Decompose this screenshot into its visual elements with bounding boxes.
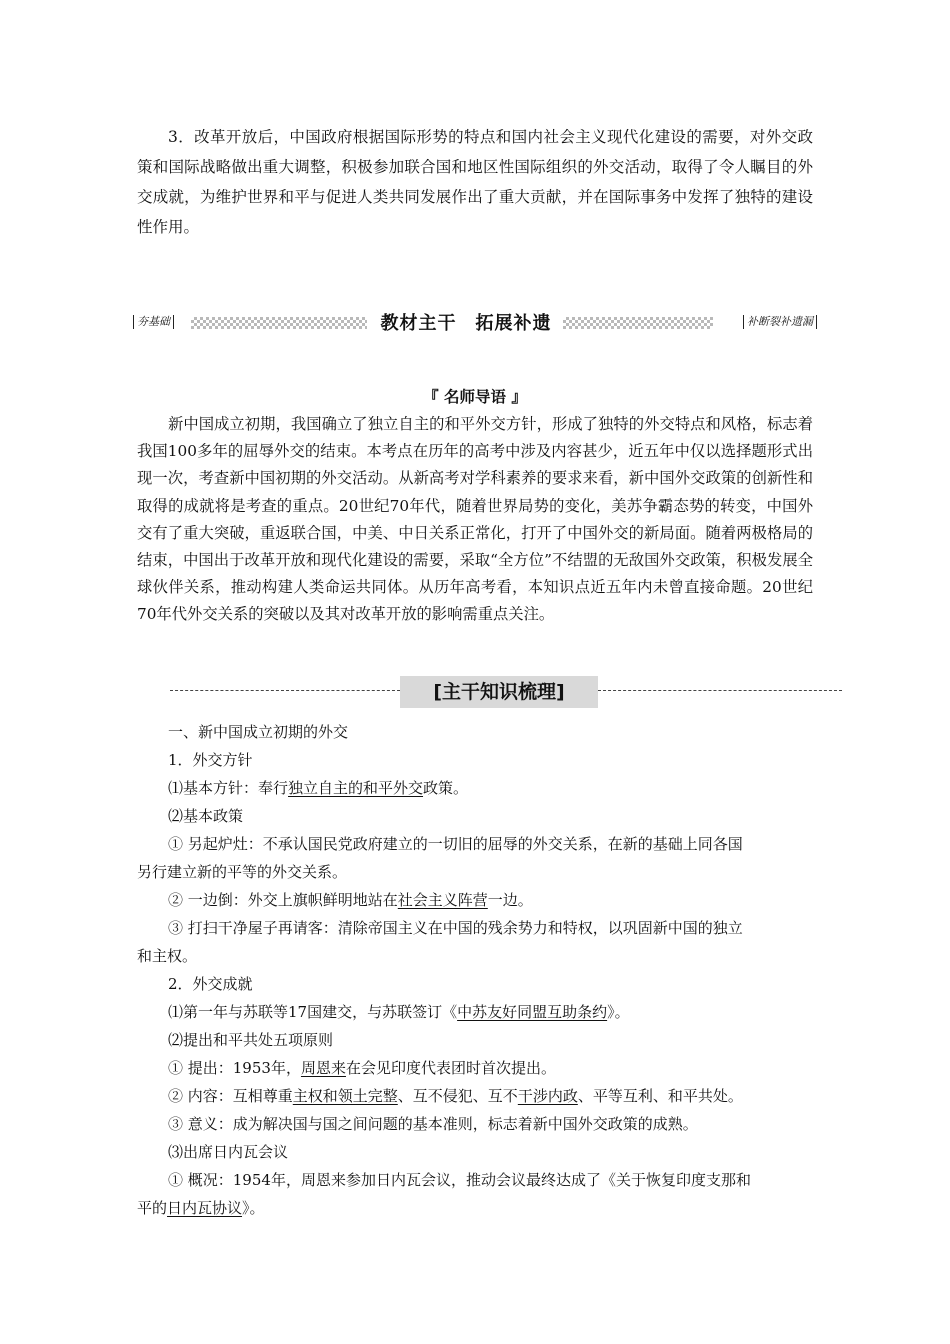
outline-item: ③ 意义：成为解决国与国之间问题的基本准则，标志着新中国外交政策的成熟。 <box>168 1115 698 1133</box>
outline-item <box>137 886 817 914</box>
text-segment: 一边。 <box>487 891 533 909</box>
outline-item: ③ 打扫干净屋子再请客：清除帝国主义在中国的残余势力和特权，以巩固新中国的独立 <box>168 919 743 937</box>
text-segment: 、平等互利、和平共处。 <box>577 1087 743 1105</box>
outline-item-continued: 和主权。 <box>137 947 198 965</box>
text-segment: 在会见印度代表团时首次提出。 <box>345 1059 556 1077</box>
key-term: 周恩来 <box>300 1059 346 1077</box>
text-segment: ② 内容：互相尊重 <box>168 1087 293 1105</box>
heading-1: 一、新中国成立初期的外交 <box>168 723 349 741</box>
text-segment: 》。 <box>242 1199 265 1217</box>
outline-item <box>137 1054 817 1082</box>
text-segment: 、互不侵犯、互不 <box>397 1087 518 1105</box>
text-segment: ② 一边倒：外交上旗帜鲜明地站在 <box>168 891 398 909</box>
banner-title: 教材主干 拓展补遗 <box>380 313 552 334</box>
outline-item-continued: 另行建立新的平等的外交关系。 <box>137 863 348 881</box>
section-banner <box>133 308 817 338</box>
outline-item <box>137 774 817 802</box>
text-segment: 平的 <box>137 1199 168 1217</box>
key-term: 主权和领土完整 <box>292 1087 398 1105</box>
outline-item <box>137 998 817 1026</box>
key-term: 中苏友好同盟互助条约 <box>457 1003 608 1021</box>
outline-item: ⑶出席日内瓦会议 <box>168 1143 289 1161</box>
banner-right-pattern <box>563 317 713 329</box>
text-segment: ① 提出：1953年， <box>168 1059 301 1077</box>
text-segment: ⑴第一年与苏联等17国建交，与苏联签订《 <box>168 1003 458 1021</box>
banner-right-tag: 补断裂补遗漏 <box>743 315 817 329</box>
intro-paragraph: 3．改革开放后，中国政府根据国际形势的特点和国内社会主义现代化建设的需要，对外交政策和国际战略做出重大调整，积极参加联合国和地区性国际组织的外交活动，取得了令人瞩目的外交成就，为维护世界和平与促进人类共同发展作出了重大贡献，并在国际事务中发挥了独特的建设性作用。 <box>137 128 813 236</box>
key-term: 日内瓦协议 <box>167 1199 243 1217</box>
banner-left-tag: 夯基础 <box>133 315 174 329</box>
outline-item-continued <box>137 1194 817 1222</box>
outline-item: ① 概况：1954年，周恩来参加日内瓦会议，推动会议最终达成了《关于恢复印度支那和 <box>168 1171 751 1189</box>
section-divider-left <box>170 690 400 691</box>
text-segment: ⑴基本方针：奉行 <box>168 779 289 797</box>
key-term: 干涉内政 <box>517 1087 578 1105</box>
section-title: [主干知识梳理] <box>400 676 598 708</box>
key-term: 社会主义阵营 <box>397 891 488 909</box>
heading-1-2: 2．外交成就 <box>168 975 253 993</box>
text-segment: 》。 <box>607 1003 630 1021</box>
outline-item: ⑵基本政策 <box>168 807 244 825</box>
heading-1-1: 1．外交方针 <box>168 751 253 769</box>
section-divider-right <box>598 690 842 691</box>
outline-item: ① 另起炉灶：不承认国民党政府建立的一切旧的屈辱的外交关系，在新的基础上同各国 <box>168 835 743 853</box>
outline-item: ⑵提出和平共处五项原则 <box>168 1031 334 1049</box>
guide-paragraph: 新中国成立初期，我国确立了独立自主的和平外交方针，形成了独特的外交特点和风格，标志着我国100多年的屈辱外交的结束。本考点在历年的高考中涉及内容甚少，近五年中仅以选择题形式出现一次，考查新中国初期的外交活动。从新高考对学科素养的要求来看，新中国外交政策的创新性和取得的成就将是考查的重点。20世纪70年代，随着世界局势的变化，美苏争霸态势的转变，中国外交有了重大突破，重返联合国，中美、中日关系正常化，打开了中国外交的新局面。随着两极格局的结束，中国出于改革开放和现代化建设的需要，采取“全方位”不结盟的无敌国外交政策，积极发展全球伙伴关系，推动构建人类命运共同体。从历年高考看，本知识点近五年内未曾直接命题。20世纪70年代外交关系的突破以及其对改革开放的影响需重点关注。 <box>137 415 813 624</box>
key-term: 独立自主的和平外交 <box>288 779 424 797</box>
banner-left-pattern <box>191 317 367 329</box>
outline-item <box>137 1082 817 1110</box>
text-segment: 政策。 <box>423 779 469 797</box>
guide-title: 『 名师导语 』 <box>423 388 527 406</box>
